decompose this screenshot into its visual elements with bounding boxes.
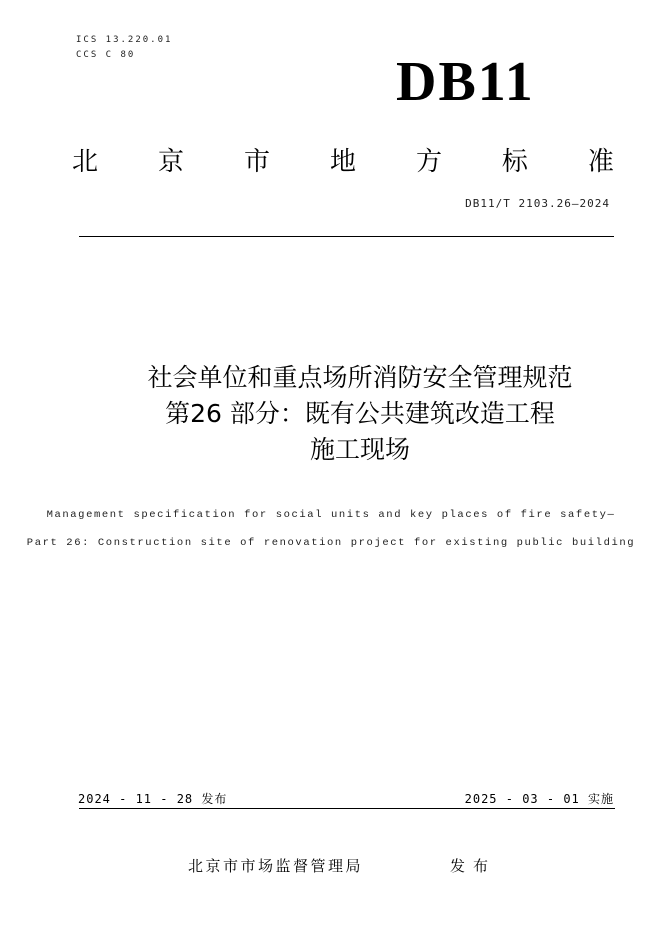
title-line-1: 社会单位和重点场所消防安全管理规范 — [147, 363, 573, 392]
org-char: 方 — [415, 147, 442, 177]
footer-divider — [79, 808, 615, 809]
classification-codes — [76, 33, 172, 63]
db11-logo: DB11 — [396, 51, 535, 113]
standard-number: DB11/T 2103.26—2024 — [465, 197, 610, 210]
title-line-2: 第26 部分：既有公共建筑改造工程 — [165, 399, 555, 428]
org-title — [72, 146, 614, 178]
document-title-zh — [60, 360, 660, 468]
title-line-3: 施工现场 — [309, 435, 410, 464]
document-title-en — [0, 501, 662, 557]
org-char: 市 — [243, 147, 270, 177]
issue-label: 发布 — [450, 857, 497, 875]
title-en-line-2: Part 26: Construction site of renovation project for existing public building — [26, 537, 636, 549]
issuing-authority: 北京市市场监督管理局 — [188, 857, 364, 875]
ccs-code: CCS C 80 — [76, 50, 136, 60]
title-en-line-1: Management specification for social units and key places of fire safety— — [46, 509, 616, 521]
header-divider — [79, 236, 614, 237]
org-char: 准 — [587, 147, 614, 177]
ics-code: ICS 13.220.01 — [76, 35, 173, 45]
org-char: 京 — [157, 147, 184, 177]
publish-date: 2024 - 11 - 28 发布 — [78, 792, 228, 806]
effective-date: 2025 - 03 - 01 实施 — [464, 792, 614, 806]
org-char: 标 — [501, 147, 528, 177]
org-char: 北 — [72, 147, 99, 177]
org-char: 地 — [329, 147, 356, 177]
